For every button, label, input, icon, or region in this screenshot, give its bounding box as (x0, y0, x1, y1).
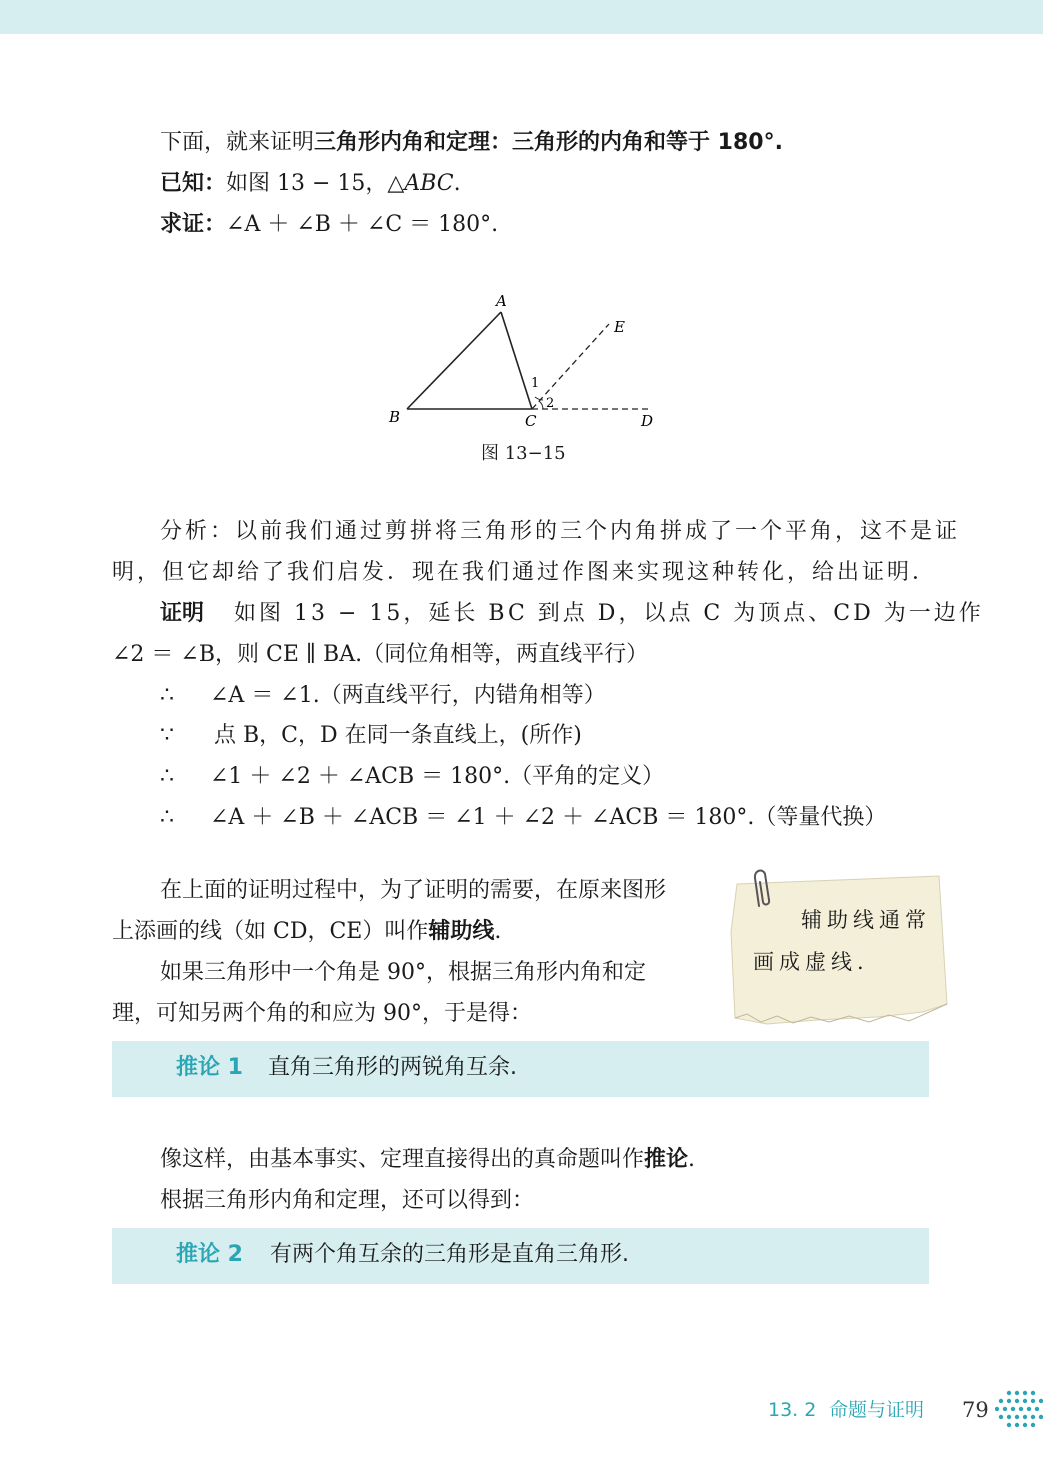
given-line (160, 169, 461, 199)
given-text: 如图 13 − 15，△ (226, 171, 405, 196)
ray-ce (532, 324, 609, 409)
aux-line-1: 在上面的证明过程中，为了证明的需要，在原来图形 (160, 878, 667, 903)
given-triangle: ABC (404, 171, 454, 196)
footer-section-title: 命题与证明 (829, 1399, 925, 1421)
theorem-statement: 三角形内角和定理：三角形的内角和等于 180°. (314, 130, 783, 155)
side-note (727, 872, 949, 1027)
label-a: A (496, 292, 507, 310)
top-band (0, 0, 1043, 34)
because-symbol: ∵ (160, 723, 174, 748)
label-angle-1: 1 (531, 376, 540, 391)
label-b: B (389, 408, 401, 426)
proof-line-1 (160, 599, 984, 629)
given-end: . (453, 171, 461, 196)
angle-2-arc (539, 401, 543, 409)
right-angle-line-2: 理，可知另两个角的和应为 90°，于是得： (112, 1001, 532, 1026)
corollary-2-text: 有两个角互余的三角形是直角三角形. (270, 1242, 629, 1267)
prove-text: ∠A ＋ ∠B ＋ ∠C ＝ 180°. (226, 212, 499, 237)
therefore-symbol: ∴ (160, 764, 174, 789)
footer-section-number: 13. 2 (768, 1399, 817, 1421)
figure-13-15 (380, 288, 680, 433)
definition-end: . (688, 1147, 696, 1172)
prove-label: 求证： (160, 212, 227, 237)
definition-line (160, 1145, 695, 1175)
therefore-symbol: ∴ (160, 683, 174, 708)
proof-line-2: ∠2 ＝ ∠B，则 CE ∥ BA.（同位角相等，两直线平行） (112, 642, 649, 667)
proof-label: 证明 (160, 601, 205, 626)
corollary-2-label: 推论 2 (176, 1242, 243, 1267)
term-corollary: 推论 (644, 1147, 689, 1172)
figure-caption: 图 13−15 (481, 443, 566, 464)
aux-line-2-text: 上添画的线（如 CD，CE）叫作 (112, 919, 429, 944)
aux-line-2 (112, 917, 501, 947)
analysis-line-1: 分析：以前我们通过剪拼将三角形的三个内角拼成了一个平角，这不是证 (160, 519, 961, 544)
label-c: C (525, 412, 537, 430)
intro-line (160, 128, 783, 158)
corollary-2-box (112, 1228, 929, 1284)
proof-step-4: ∠A ＋ ∠B ＋ ∠ACB ＝ ∠1 ＋ ∠2 ＋ ∠ACB ＝ 180°.（等量代换） (210, 805, 887, 830)
more-line: 根据三角形内角和定理，还可以得到： (160, 1188, 535, 1213)
side-ac (501, 312, 532, 409)
paper-clip-icon (749, 866, 779, 912)
analysis-line-2: 明，但它却给了我们启发．现在我们通过作图来实现这种转化，给出证明． (112, 560, 938, 585)
proof-line-1-text: 如图 13 − 15，延长 BC 到点 D，以点 C 为顶点、CD 为一边作 (234, 601, 984, 626)
corollary-1-text: 直角三角形的两锐角互余. (268, 1055, 517, 1080)
proof-step-1: ∠A ＝ ∠1.（两直线平行，内错角相等） (210, 683, 606, 708)
dot-grid-icon (995, 1389, 1043, 1431)
corollary-1-box (112, 1041, 929, 1097)
right-angle-line-1: 如果三角形中一个角是 90°，根据三角形内角和定 (160, 960, 646, 985)
proof-step-3: ∠1 ＋ ∠2 ＋ ∠ACB ＝ 180°.（平角的定义） (210, 764, 665, 789)
prove-line (160, 210, 498, 240)
label-angle-2: 2 (546, 396, 555, 411)
label-e: E (614, 318, 625, 336)
given-label: 已知： (160, 171, 227, 196)
corollary-1-label: 推论 1 (176, 1055, 243, 1080)
definition-text: 像这样，由基本事实、定理直接得出的真命题叫作 (160, 1147, 645, 1172)
side-ba (407, 312, 501, 409)
aux-line-2-end: . (494, 919, 502, 944)
note-line-1: 辅助线通常 (801, 908, 931, 932)
note-line-2: 画成虚线. (753, 950, 869, 974)
term-auxiliary-line: 辅助线 (428, 919, 495, 944)
page-number: 79 (962, 1398, 989, 1422)
label-d: D (641, 412, 654, 430)
intro-prefix: 下面，就来证明 (160, 130, 315, 155)
therefore-symbol: ∴ (160, 805, 174, 830)
proof-step-2: 点 B，C，D 在同一条直线上，(所作) (214, 723, 582, 748)
